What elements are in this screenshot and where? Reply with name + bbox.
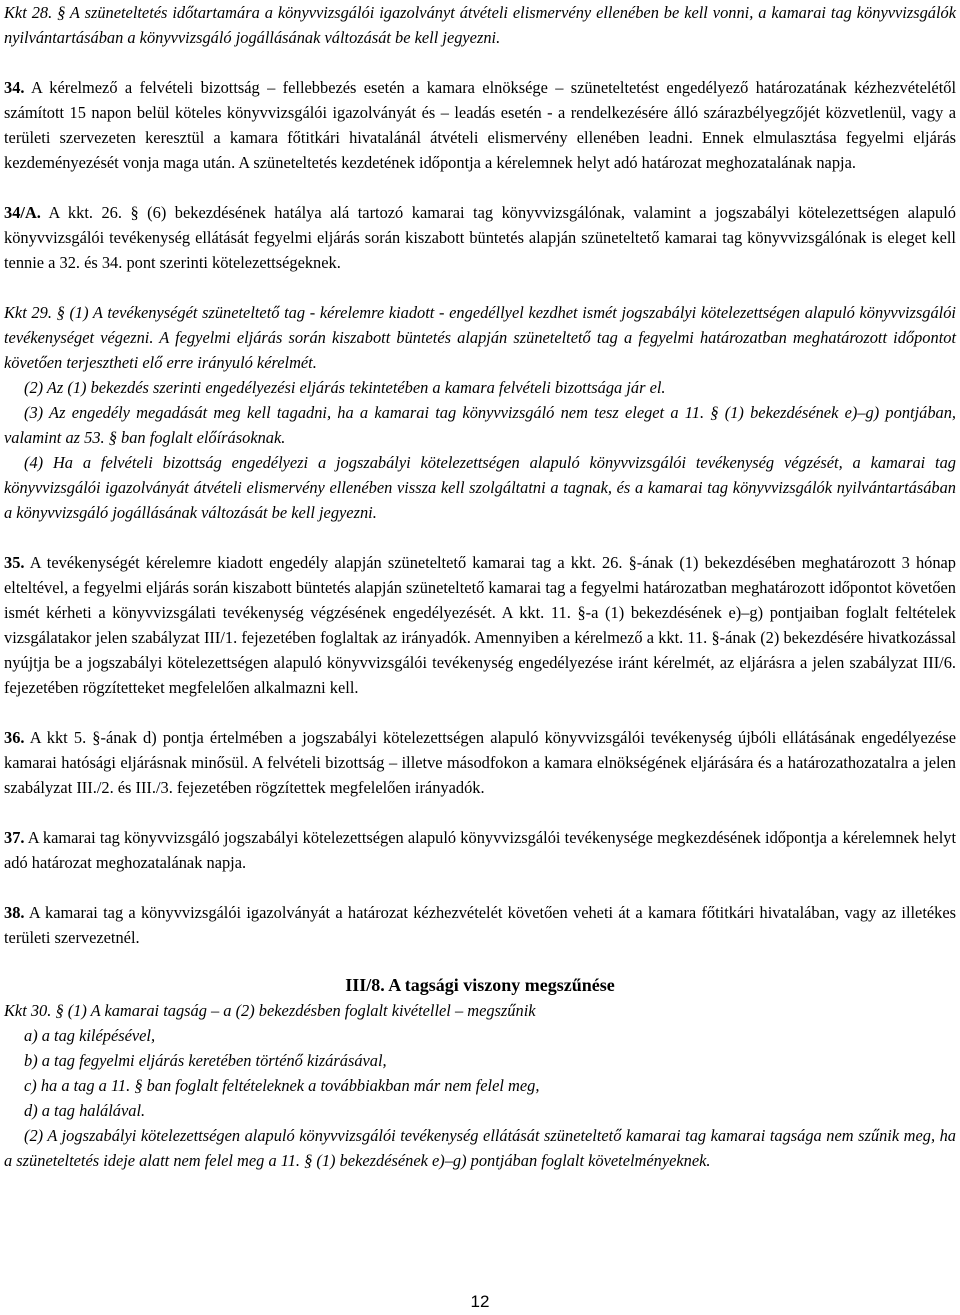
page-number: 12 — [470, 1292, 490, 1311]
point-number: 38. — [4, 903, 25, 922]
kkt30-list — [4, 1023, 956, 1123]
point-number: 35. — [4, 553, 25, 572]
point-34 — [4, 75, 956, 175]
point-text: A tevékenységét kérelemre kiadott engedély alapján szüneteltető kamarai tag a kkt. 26. §-ának (1) bekezdésében meghatározott 3 hónap elteltével, a fegyelmi eljárás során kiszabott büntetés alapján szüneteltető kamarai tag a fegyelmi határozatban meghatározott időpontot követően ismét kérheti a könyvvizsgálati tevékenység végzésének engedélyezését. A kkt. 11. §-a (1) bekezdésének e)–g) pontjaiban foglalt feltételek vizsgálatakor jelen szabályzat III/1. fejezetében foglaltak az irányadók. Amennyiben a kérelmező a kkt. 11. §-ának (2) bekezdésére hivatkozással nyújtja be a jogszabályi kötelezettségen alapuló könyvvizsgálói tevékenység engedélyezése iránt kérelmét, az eljárásra a jelen szabályzat III/6. fejezetében rögzítetteket megfelelően alkalmazni kell. — [4, 553, 956, 697]
list-item: a) a tag kilépésével, — [24, 1026, 156, 1045]
point-number: 36. — [4, 728, 25, 747]
kkt29-paragraph-4: (4) Ha a felvételi bizottság engedélyezi a jogszabályi kötelezettségen alapuló könyvvizsgálói tevékenység végzését, a kamarai tag könyvvizsgálói igazolványát átvételi elismervény ellenében vissza kell szolgáltatni a tagnak, és a kamarai tag könyvvizsgálók nyilvántartásában a könyvvizsgáló jogállásának változását be kell jegyezni. — [4, 453, 956, 522]
kkt29-paragraph-3: (3) Az engedély megadását meg kell tagadni, ha a kamarai tag könyvvizsgáló nem tesz eleget a 11. § (1) bekezdésének e)–g) pontjában, valamint az 53. § ban foglalt előírásoknak. — [4, 403, 956, 447]
point-36 — [4, 725, 956, 800]
point-37 — [4, 825, 956, 875]
point-35 — [4, 550, 956, 700]
kkt30-paragraph-1: Kkt 30. § (1) A kamarai tagság – a (2) bekezdésben foglalt kivétellel – megszűnik — [4, 1001, 536, 1020]
point-34a — [4, 200, 956, 275]
point-text: A kamarai tag könyvvizsgáló jogszabályi kötelezettségen alapuló könyvvizsgálói tevékenysége megkezdésének időpontja a kérelemnek helyt adó határozat meghozatalának napja. — [4, 828, 956, 872]
list-item: d) a tag halálával. — [24, 1101, 146, 1120]
point-text: A kkt 5. §-ának d) pontja értelmében a jogszabályi kötelezettségen alapuló könyvvizsgálói tevékenység újbóli ellátásának engedélyezése kamarai hatósági eljárásnak minősül. A felvételi bizottság – illetve másodfokon a kamara elnökségének eljárására és a határozathozatalra a jelen szabályzat III./2. és III./3. fejezetében rögzítettek megfelelően irányadók. — [4, 728, 956, 797]
kkt29-paragraph-1: Kkt 29. § (1) A tevékenységét szüneteltető tag - kérelemre kiadott - engedéllyel kezdhet ismét jogszabályi kötelezettségen alapuló könyvvizsgálói tevékenységet végezni. A fegyelmi eljárás során kiszabott büntetés alapján szüneteltető tag a fegyelmi határozatban meghatározott időpontot követően terjesztheti elő erre irányuló kérelmét. — [4, 303, 956, 372]
list-item: b) a tag fegyelmi eljárás keretében történő kizárásával, — [24, 1051, 387, 1070]
point-text: A kérelmező a felvételi bizottság – fellebbezés esetén a kamara elnöksége – szüneteltetést engedélyező határozatának kézhezvételétől számított 15 napon belül köteles könyvvizsgálói igazolványát és – leadás esetén - a rendelkezésére álló szárazbélyegzőjét közvetlenül, vagy a területi szervezeten keresztül a kamara főtitkári hivatalánál átvételi elismervény ellenében leadni. Ennek elmulasztása fegyelmi eljárás kezdeményezését vonja maga után. A szüneteltetés kezdetének időpontja a kérelemnek helyt adó határozat meghozatalának napja. — [4, 78, 956, 172]
point-number: 34/A. — [4, 203, 41, 222]
list-item: c) ha a tag a 11. § ban foglalt feltételeknek a továbbiakban már nem felel meg, — [24, 1076, 540, 1095]
point-number: 34. — [4, 78, 25, 97]
point-text: A kkt. 26. § (6) bekezdésének hatálya alá tartozó kamarai tag könyvvizsgálónak, valamint a jogszabályi kötelezettségen alapuló könyvvizsgálói tevékenység ellátását fegyelmi eljárás során kiszabott büntetés alapján szüneteltető kamarai tag könyvvizsgálónak is eleget kell tennie a 32. és 34. pont szerinti kötelezettségeknek. — [4, 203, 956, 272]
kkt30-paragraph-2: (2) A jogszabályi kötelezettségen alapuló könyvvizsgálói tevékenység ellátását szüneteltető kamarai tag kamarai tagsága nem szűnik meg, ha a szüneteltetés ideje alatt nem felel meg a 11. § (1) bekezdésének e)–g) pontjában foglalt követelményeknek. — [4, 1126, 956, 1170]
section-heading: III/8. A tagsági viszony megszűnése — [345, 975, 615, 995]
point-number: 37. — [4, 828, 25, 847]
kkt28-paragraph: Kkt 28. § A szüneteltetés időtartamára a könyvvizsgálói igazolványt átvételi elismervény ellenében be kell vonni, a kamarai tag könyvvizsgálók nyilvántartásában a könyvvizsgáló jogállásának változását be kell jegyezni. — [4, 3, 956, 47]
point-text: A kamarai tag a könyvvizsgálói igazolványát a határozat kézhezvételét követően veheti át a kamara főtitkári hivatalában, vagy az illetékes területi szervezetnél. — [4, 903, 956, 947]
point-38 — [4, 900, 956, 950]
kkt29-paragraph-2: (2) Az (1) bekezdés szerinti engedélyezési eljárás tekintetében a kamara felvételi bizottsága jár el. — [24, 378, 666, 397]
